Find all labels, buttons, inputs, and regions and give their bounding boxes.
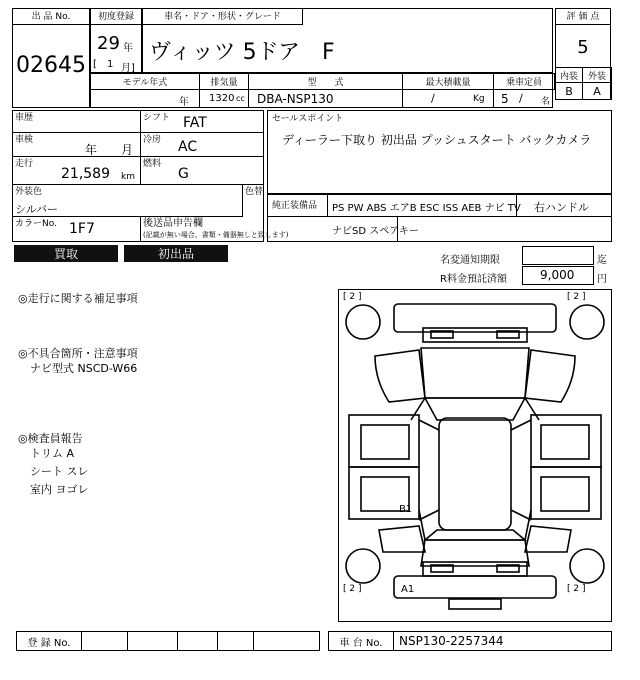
tire-tr-label: [ 2 ] (567, 292, 586, 302)
tire-rear-left (346, 549, 380, 583)
chassis-label: 車 台 No. (328, 631, 394, 651)
max-load-label: 最大積載量 (402, 73, 494, 90)
lot-number: 02645 (16, 53, 86, 78)
interior-label: 内装 (555, 67, 583, 83)
displacement-unit: cc (236, 94, 245, 103)
tire-tl-label: [ 2 ] (343, 292, 362, 302)
color-change-label: 色替 (245, 187, 264, 197)
capacity-value: 5 (501, 92, 509, 106)
name-change-field (522, 246, 594, 265)
model-year-unit: 年 (179, 97, 189, 108)
interior-grade: B (555, 82, 583, 100)
ac-value: AC (178, 139, 198, 155)
name-change-label: 名変通知期限 (440, 255, 500, 266)
lot-label: 出 品 No. (13, 9, 89, 25)
supplement-title: ◎走行に関する補足事項 (18, 292, 138, 305)
handle-value: 右ハンドル (534, 201, 589, 214)
reg-month: 1 (107, 59, 114, 70)
model-year-label: モデル年式 (90, 73, 200, 90)
capacity-unit: 名 (541, 97, 551, 107)
tire-front-right (570, 305, 604, 339)
tire-rear-right (570, 549, 604, 583)
first-listing-badge: 初出品 (124, 245, 228, 262)
sales-point-box (267, 110, 612, 194)
mark-a1: A1 (401, 584, 415, 595)
car-outline-diagram (339, 290, 611, 621)
sales-point-label: セールスポイント (272, 114, 344, 124)
inspection-month-unit: 月 (121, 143, 134, 157)
ac-label: 冷房 (143, 135, 162, 145)
score-value: 5 (577, 37, 589, 58)
fuel-value: G (178, 166, 189, 182)
mileage-unit: km (121, 172, 135, 182)
chassis-number-box (328, 631, 612, 651)
color-no-value: 1F7 (69, 221, 95, 237)
car-name-label: 車名・ドア・形状・グレード (143, 9, 303, 25)
chassis-value: NSP130-2257344 (399, 634, 504, 648)
docs-note: (記載が無い場合、書類・備器無しと致します) (143, 231, 289, 239)
lot-number-box (12, 8, 90, 108)
score-label: 評 価 点 (556, 9, 610, 25)
type-value: DBA-NSP130 (257, 92, 334, 106)
score-box (555, 8, 611, 100)
equipment-box (267, 194, 612, 242)
max-load-unit: Kg (473, 94, 485, 104)
reg-year: 29 (97, 33, 120, 54)
defect-line: ナビ型式 NSCD-W66 (30, 362, 138, 375)
tire-br-label: [ 2 ] (567, 584, 586, 594)
sales-point-value: ディーラー下取り 初出品 プッシュスタート バックカメラ (282, 133, 592, 147)
defect-title: ◎不具合箇所・注意事項 (18, 347, 138, 360)
details-grid (12, 110, 289, 242)
displacement-value: 1320 (209, 93, 235, 104)
car-diagram (338, 289, 612, 622)
capacity-sep: / (519, 92, 523, 105)
exterior-grade: A (582, 82, 612, 100)
reg-month-open: [ (93, 59, 97, 70)
reg-month-unit: 月] (121, 63, 135, 74)
inspection-label: 車検 (15, 135, 34, 145)
mark-b1: B1 (399, 504, 413, 515)
buy-badge: 買取 (14, 245, 118, 262)
inspector-line: 室内 ヨゴレ (30, 483, 89, 496)
shift-value: FAT (183, 115, 207, 131)
equipment-label: 純正装備品 (272, 201, 318, 211)
registration-number-box (16, 631, 320, 651)
inspection-year-unit: 年 (85, 143, 98, 157)
mileage-value: 21,589 (61, 166, 110, 182)
color-value: シルバー (15, 203, 58, 216)
shift-label: シフト (143, 113, 171, 123)
tire-front-left (346, 305, 380, 339)
capacity-label: 乗車定員 (493, 73, 555, 90)
spec-row (90, 73, 553, 108)
recycle-label: R料金預託済額 (440, 274, 507, 285)
first-registration-box (90, 8, 142, 73)
car-name: ヴィッツ 5ドア F (149, 40, 335, 65)
exterior-label: 外装 (582, 67, 612, 83)
color-label: 外装色 (15, 187, 43, 197)
fuel-label: 燃料 (143, 159, 162, 169)
max-load-value: / (431, 92, 435, 105)
recycle-unit: 円 (597, 274, 607, 285)
docs-label: 後送品申告欄 (143, 218, 203, 229)
inspector-line: トリム A (30, 447, 75, 460)
first-reg-label: 初度登録 (91, 9, 141, 25)
tire-bl-label: [ 2 ] (343, 584, 362, 594)
type-label: 型 式 (248, 73, 403, 90)
name-change-unit: 迄 (597, 255, 607, 266)
equipment-value: PS PW ABS エアB ESC ISS AEB ナビ TV (332, 203, 521, 214)
reg-year-unit: 年 (123, 43, 133, 54)
car-name-box (142, 8, 553, 73)
extra-equipment-value: ナビSD スペアキー (332, 226, 419, 237)
color-no-label: カラーNo. (15, 219, 57, 229)
displacement-label: 排気量 (199, 73, 249, 90)
history-label: 車歴 (15, 113, 34, 123)
inspector-title: ◎検査員報告 (18, 432, 83, 445)
inspector-line: シート スレ (30, 465, 89, 478)
mileage-label: 走行 (15, 159, 34, 169)
reg-no-label: 登 録 No. (16, 631, 82, 651)
recycle-value: 9,000 (540, 268, 575, 282)
